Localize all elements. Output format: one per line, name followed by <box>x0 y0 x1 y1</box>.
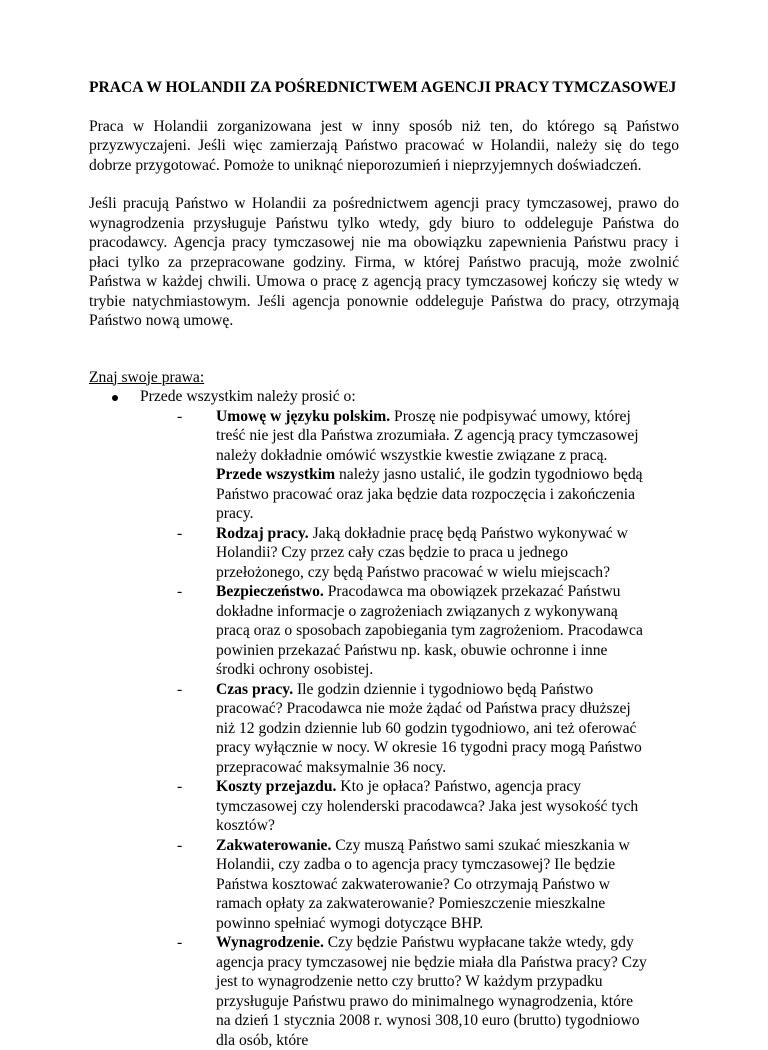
item-label: Bezpieczeństwo. <box>216 583 324 600</box>
list-item <box>89 407 649 524</box>
item-label: Rodzaj pracy. <box>216 525 309 542</box>
bullet-item <box>89 387 679 407</box>
dash-marker: - <box>177 933 182 953</box>
intro-paragraph: Praca w Holandii zorganizowana jest w inny sposób niż ten, do którego są Państwo przyzwyczajeni. Jeśli więc zamierzają Państwo pracować w Holandii, należy się do tego dobrze przygotować. Pomoże to uniknąć nieporozumień i nieprzyjemnych doświadczeń. <box>89 117 679 176</box>
item-text: Czy muszą Państwo sami szukać mieszkania w Holandii, czy zadba o to agencja pracy tymczasowej? Ile będzie Państwa kosztować zakwaterowanie? Co otrzymają Państwo w ramach opłaty za zakwaterowanie? Pomieszczenie mieszkalne powinno spełniać wymogi dotyczące BHP. <box>216 837 630 932</box>
document-title: PRACA W HOLANDII ZA POŚREDNICTWEM AGENCJI PRACY TYMCZASOWEJ <box>89 78 679 98</box>
dash-marker: - <box>177 777 182 797</box>
item-label-emphasis: Przede wszystkim <box>216 466 335 483</box>
list-item <box>89 777 649 836</box>
item-text: Jaką dokładnie pracę będą Państwo wykonywać w Holandii? Czy przez cały czas będzie to praca u jednego przełożonego, czy będą Państwo pracować w wielu miejscach? <box>216 525 628 581</box>
spacer <box>89 175 679 194</box>
list-item <box>89 836 649 934</box>
bullet-text: Przede wszystkim należy prosić o: <box>140 388 356 405</box>
item-text: Pracodawca ma obowiązek przekazać Państwu dokładne informacje o zagrożeniach związanych z wykonywaną pracą oraz o sposobach zapobiegania tym zagrożeniom. Pracodawca powinien przekazać Państwu np. kask, obuwie ochronne i inne środki ochrony osobistej. <box>216 583 643 678</box>
item-label: Umowę w języku polskim. <box>216 408 390 425</box>
item-label: Zakwaterowanie. <box>216 837 331 854</box>
agency-paragraph: Jeśli pracują Państwo w Holandii za pośrednictwem agencji pracy tymczasowej, prawo do wynagrodzenia przysługuje Państwu tylko wtedy, gdy biuro to oddeleguje Państwa do pracodawcy. Agencja pracy tymczasowej nie ma obowiązku zapewnienia Państwu pracy i płaci tylko za przepracowane godziny. Firma, w której Państwo pracują, może zwolnić Państwa w każdej chwili. Umowa o pracę z agencją pracy tymczasowej kończy się wtedy w trybie natychmiastowym. Jeśli agencja ponownie oddeleguje Państwa do pracy, otrzymają Państwo nową umowę. <box>89 194 679 331</box>
dash-marker: - <box>177 524 182 544</box>
item-text: Proszę nie podpisywać umowy, której treść nie jest dla Państwa zrozumiała. Z agencją pracy tymczasowej należy dokładnie omówić wszystkie kwestie związane z pracą. <box>216 408 639 464</box>
list-item <box>89 680 649 778</box>
item-label: Koszty przejazdu. <box>216 778 336 795</box>
item-text: Ile godzin dziennie i tygodniowo będą Państwo pracować? Pracodawca nie może żądać od Państwa pracy dłuższej niż 12 godzin dziennie lub 60 godzin tygodniowo, ani też oferować pracy wyłącznie w nocy. W okresie 16 tygodni pracy mogą Państwo przepracować maksymalnie 36 nocy. <box>216 681 642 776</box>
rights-heading: Znaj swoje prawa: <box>89 368 679 388</box>
spacer <box>89 98 679 117</box>
bullet-icon <box>112 395 118 401</box>
list-item <box>89 582 649 680</box>
rights-list <box>89 407 679 1050</box>
dash-marker: - <box>177 582 182 602</box>
item-label: Czas pracy. <box>216 681 293 698</box>
item-label: Wynagrodzenie. <box>216 934 324 951</box>
item-text: należy jasno ustalić, ile godzin tygodniowo będą Państwo pracować oraz jaka będzie data rozpoczęcia i zakończenia pracy. <box>216 466 643 522</box>
dash-marker: - <box>177 407 182 427</box>
item-text: Kto je opłaca? Państwo, agencja pracy tymczasowej czy holenderski pracodawca? Jaka jest wysokość tych kosztów? <box>216 778 638 834</box>
dash-marker: - <box>177 836 182 856</box>
document-page <box>89 78 679 1050</box>
list-item <box>89 933 649 1050</box>
list-item <box>89 524 649 583</box>
item-text: Czy będzie Państwu wypłacane także wtedy, gdy agencja pracy tymczasowej nie będzie miała dla Państwa pracy? Czy jest to wynagrodzenie netto czy brutto? W każdym przypadku przysługuje Państwu prawo do minimalnego wynagrodzenia, które na dzień 1 stycznia 2008 r. wynosi 308,10 euro (brutto) tygodniowo dla osób, które <box>216 934 647 1049</box>
spacer <box>89 331 679 368</box>
dash-marker: - <box>177 680 182 700</box>
